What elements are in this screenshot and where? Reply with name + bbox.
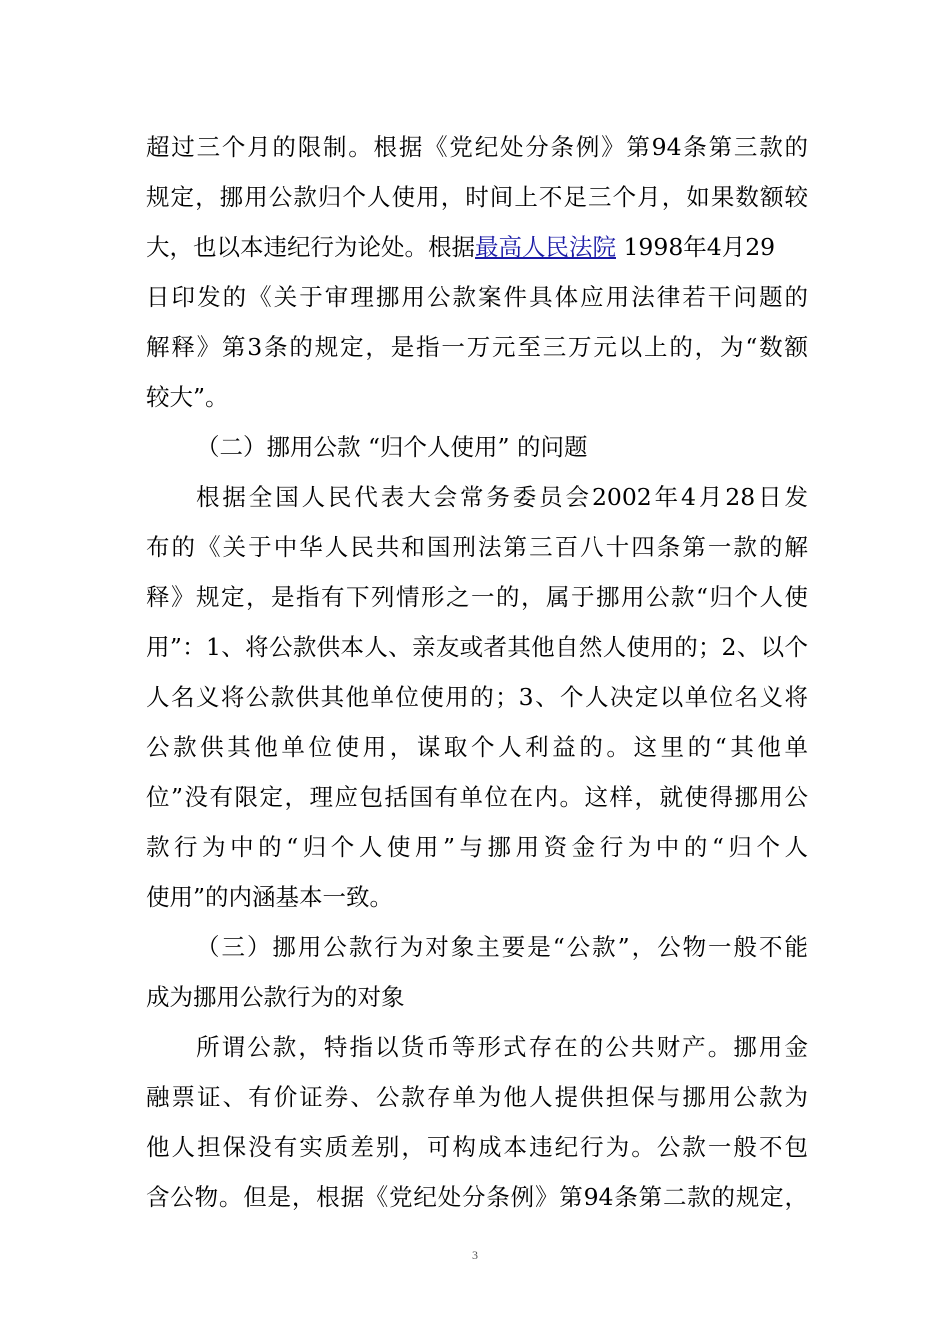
paragraph-line: 融票证、有价证券、公款存单为他人提供担保与挪用公款为 (146, 1083, 808, 1111)
paragraph-text: 大，也以本违纪行为论处。根据 (146, 233, 475, 261)
section-heading: （二）挪用公款 “归个人使用” 的问题 (196, 433, 588, 461)
page-number: 3 (472, 1248, 478, 1262)
paragraph-line: 款行为中的“归个人使用”与挪用资金行为中的“归个人 (146, 833, 808, 861)
paragraph-line: 位”没有限定，理应包括国有单位在内。这样，就使得挪用公 (146, 783, 808, 811)
paragraph-line (146, 232, 808, 262)
paragraph-text: 1998年4月29 (616, 233, 776, 261)
section-heading: 成为挪用公款行为的对象 (146, 983, 405, 1011)
paragraph-line: 使用”的内涵基本一致。 (146, 883, 394, 911)
paragraph-line: 日印发的《关于审理挪用公款案件具体应用法律若干问题的 (146, 283, 808, 311)
paragraph-line: 含公物。但是，根据《党纪处分条例》第94条第二款的规定， (146, 1183, 808, 1211)
paragraph-line: 用”：1、将公款供本人、亲友或者其他自然人使用的；2、以个 (146, 633, 808, 661)
section-heading: （三）挪用公款行为对象主要是“公款”，公物一般不能 (196, 933, 808, 961)
paragraph-line: 解释》第3条的规定，是指一万元至三万元以上的，为“数额 (146, 333, 808, 361)
paragraph-line: 规定，挪用公款归个人使用，时间上不足三个月，如果数额较 (146, 183, 808, 211)
paragraph-line: 他人担保没有实质差别，可构成本违纪行为。公款一般不包 (146, 1133, 808, 1161)
paragraph-line: 超过三个月的限制。根据《党纪处分条例》第94条第三款的 (146, 133, 808, 161)
paragraph-line: 较大”。 (146, 383, 229, 411)
paragraph-line: 人名义将公款供其他单位使用的；3、个人决定以单位名义将 (146, 683, 808, 711)
paragraph-line: 公款供其他单位使用，谋取个人利益的。这里的“其他单 (146, 733, 808, 761)
paragraph-line: 释》规定，是指有下列情形之一的，属于挪用公款“归个人使 (146, 583, 808, 611)
paragraph-line: 布的《关于中华人民共和国刑法第三百八十四条第一款的解 (146, 533, 808, 561)
supreme-court-link[interactable]: 最高人民法院 (475, 233, 616, 261)
paragraph-line: 根据全国人民代表大会常务委员会2002年4月28日发 (196, 483, 808, 511)
paragraph-line: 所谓公款，特指以货币等形式存在的公共财产。挪用金 (196, 1033, 808, 1061)
